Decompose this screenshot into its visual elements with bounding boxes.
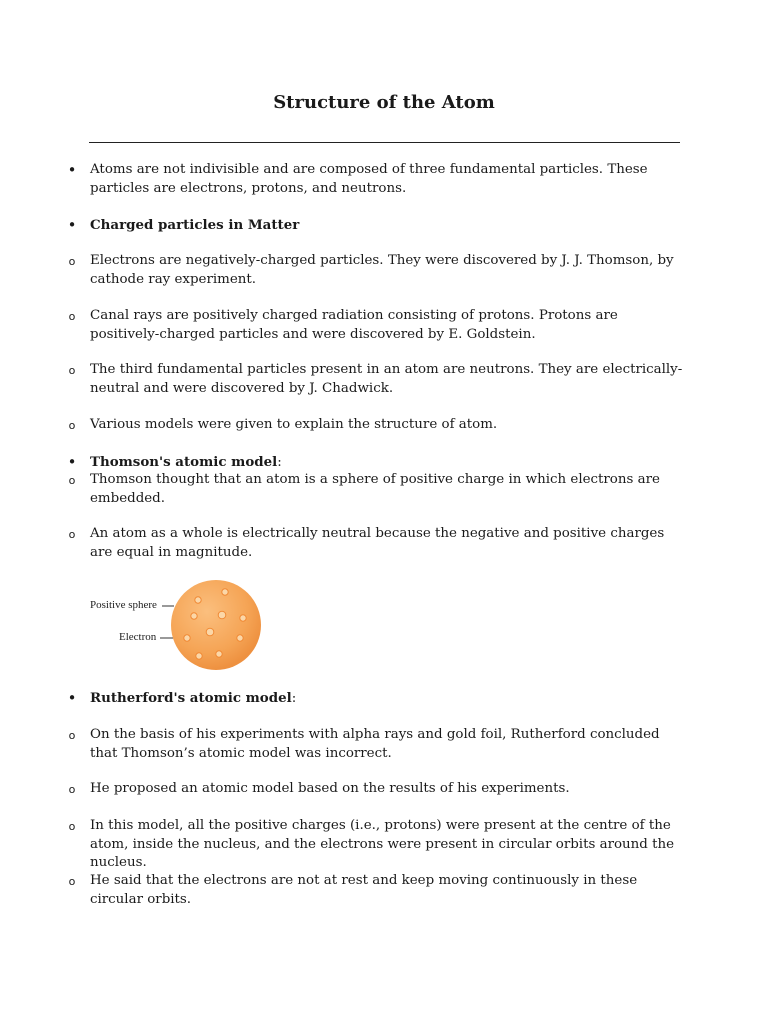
bullet-circle: o [68, 528, 76, 541]
bullet-circle: o [68, 310, 76, 323]
electron-dot [222, 589, 228, 595]
positive-sphere [171, 580, 261, 670]
electron-dot [195, 597, 201, 603]
electron-dot [218, 611, 226, 619]
positive-sphere-label: Positive sphere [90, 599, 157, 611]
title-divider [89, 142, 680, 143]
bullet-circle: o [68, 255, 76, 268]
electron-dot [240, 615, 246, 621]
list-item: In this model, all the positive charges (i.e., protons) were present at the centre of the atom, inside the nucleus, and the electrons were present in circular orbits around the nucleus. [90, 818, 675, 870]
bullet-disc: • [67, 161, 77, 179]
list-item: Atoms are not indivisible and are composed of three fundamental particles. These particles are electrons, protons, and neutrons. [90, 162, 648, 196]
thomson-atom-figure [88, 576, 268, 676]
bullet-circle: o [68, 364, 76, 377]
list-item: He proposed an atomic model based on the results of his experiments. [90, 781, 570, 796]
section-heading: Charged particles in Matter [90, 217, 300, 233]
list-item: Electrons are negatively-charged particles. They were discovered by J. J. Thomson, by cathode ray experiment. [90, 253, 674, 287]
electron-dot [191, 613, 197, 619]
bullet-circle: o [68, 875, 76, 888]
bullet-circle: o [68, 820, 76, 833]
bullet-circle: o [68, 783, 76, 796]
electron-dot [196, 653, 202, 659]
section-heading: Thomson's atomic model: [90, 454, 282, 470]
electron-dot [206, 628, 214, 636]
bullet-disc: • [67, 216, 77, 234]
atom-sphere-diagram [88, 576, 268, 676]
list-item: On the basis of his experiments with alpha rays and gold foil, Rutherford concluded that Thomson’s atomic model was incorrect. [90, 727, 660, 761]
electron-dot [237, 635, 243, 641]
section-heading: Rutherford's atomic model: [90, 690, 297, 706]
electron-dot [216, 651, 222, 657]
bullet-disc: • [67, 689, 77, 707]
electron-dot [184, 635, 190, 641]
bullet-circle: o [68, 419, 76, 432]
list-item: Thomson thought that an atom is a sphere of positive charge in which electrons are embedded. [90, 472, 660, 506]
list-item: An atom as a whole is electrically neutral because the negative and positive charges are equal in magnitude. [90, 526, 665, 560]
list-item: He said that the electrons are not at rest and keep moving continuously in these circular orbits. [90, 873, 638, 907]
bullet-circle: o [68, 474, 76, 487]
list-item: The third fundamental particles present in an atom are neutrons. They are electrically-neutral and were discovered by J. Chadwick. [90, 362, 683, 396]
bullet-disc: • [67, 453, 77, 471]
bullet-circle: o [68, 729, 76, 742]
list-item: Canal rays are positively charged radiation consisting of protons. Protons are positively-charged particles and were discovered by E. Goldstein. [90, 308, 618, 342]
page-title: Structure of the Atom [273, 92, 495, 113]
electron-label: Electron [119, 631, 157, 643]
list-item: Various models were given to explain the structure of atom. [90, 417, 498, 432]
